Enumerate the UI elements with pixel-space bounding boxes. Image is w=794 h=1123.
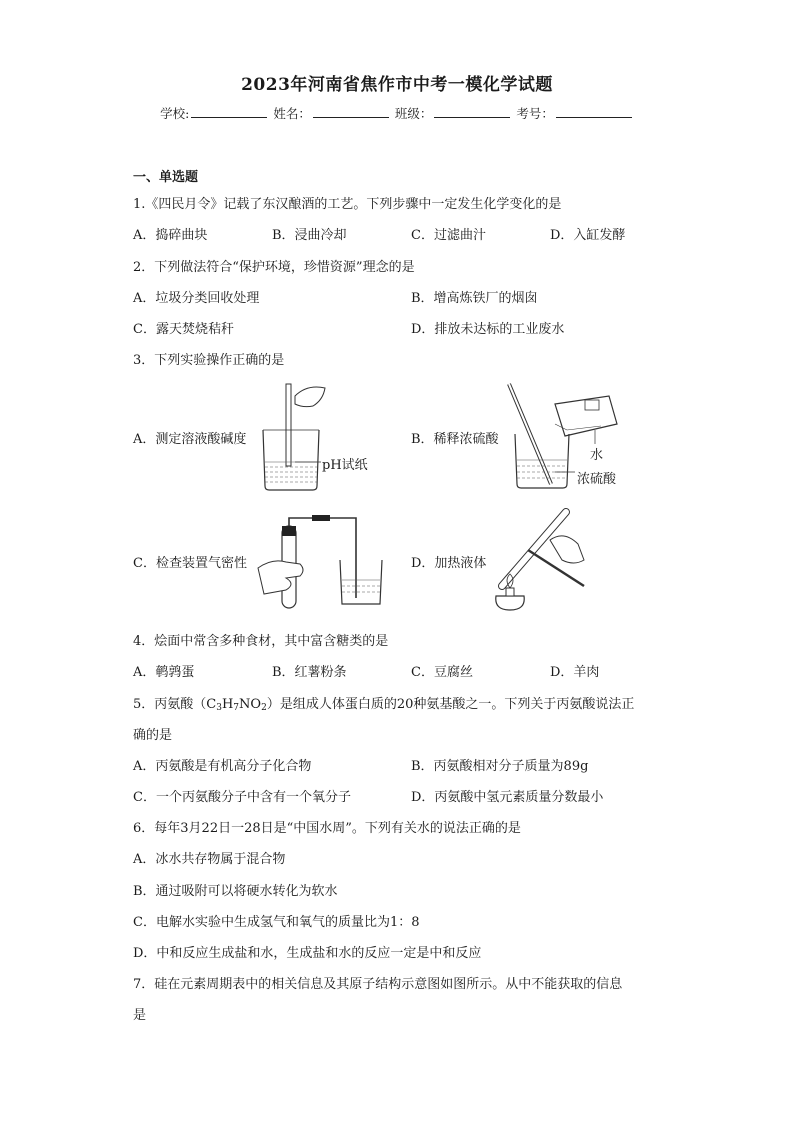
q7-stem: 7．硅在元素周期表中的相关信息及其原子结构示意图如图所示。从中不能获取的信息 xyxy=(133,977,623,992)
q1-option-b[interactable]: B．浸曲冷却 xyxy=(272,228,347,243)
page-title: 2023年河南省焦作市中考一模化学试题 xyxy=(241,75,553,95)
q4-option-d[interactable]: D．羊肉 xyxy=(550,665,600,680)
class-blank[interactable] xyxy=(434,105,510,118)
student-info-line xyxy=(0,104,794,122)
ph-test-figure xyxy=(255,378,375,498)
q3-option-d[interactable]: D．加热液体 xyxy=(411,556,487,571)
conc-acid-label: 浓硫酸 xyxy=(577,472,617,487)
q2-option-a[interactable]: A．垃圾分类回收处理 xyxy=(133,291,260,306)
q1-stem: 1.《四民月令》记载了东汉酿酒的工艺。下列步骤中一定发生化学变化的是 xyxy=(133,197,562,212)
q5-stem: 5．丙氨酸$(C_3H_7NO_2)$是组成人体蛋白质的20种氨基酸之一。下列关于丙氨酸说法正 xyxy=(133,697,635,713)
q4-stem: 4．烩面中常含多种食材，其中富含糖类的是 xyxy=(133,634,389,649)
school-label: 学校: xyxy=(160,106,190,121)
q1-option-d[interactable]: D．入缸发酵 xyxy=(550,228,626,243)
class-label: 班级： xyxy=(394,106,433,121)
q5-option-d[interactable]: D．丙氨酸中氢元素质量分数最小 xyxy=(411,790,604,805)
ph-paper-label: pH试纸 xyxy=(322,458,368,473)
q4-option-c[interactable]: C．豆腐丝 xyxy=(411,665,473,680)
q3-option-b[interactable]: B．稀释浓硫酸 xyxy=(411,432,499,447)
q7-stem-line2: 是 xyxy=(133,1008,147,1023)
q3-stem: 3．下列实验操作正确的是 xyxy=(133,353,285,368)
q2-stem: 2．下列做法符合“保护环境，珍惜资源”理念的是 xyxy=(133,260,415,275)
section-heading: 一、单选题 xyxy=(133,170,199,185)
q1-option-a[interactable]: A．捣碎曲块 xyxy=(133,228,208,243)
q2-option-c[interactable]: C．露天焚烧秸秆 xyxy=(133,322,234,337)
name-blank[interactable] xyxy=(313,105,389,118)
q2-option-b[interactable]: B．增高炼铁厂的烟囱 xyxy=(411,291,538,306)
airtight-check-figure xyxy=(256,512,386,612)
q6-option-c[interactable]: C．电解水实验中生成氢气和氧气的质量比为1：8 xyxy=(133,915,420,930)
q4-option-a[interactable]: A．鹌鹑蛋 xyxy=(133,665,195,680)
q1-option-c[interactable]: C．过滤曲汁 xyxy=(411,228,486,243)
q6-option-b[interactable]: B．通过吸附可以将硬水转化为软水 xyxy=(133,884,338,899)
q5-option-c[interactable]: C．一个丙氨酸分子中含有一个氧分子 xyxy=(133,790,351,805)
q5-option-b[interactable]: B．丙氨酸相对分子质量为89g xyxy=(411,759,589,774)
water-label: 水 xyxy=(590,448,604,463)
heating-liquid-figure xyxy=(488,500,598,615)
exam-no-label: 考号： xyxy=(516,106,554,121)
q5-option-a[interactable]: A．丙氨酸是有机高分子化合物 xyxy=(133,759,312,774)
name-label: 姓名： xyxy=(273,106,311,121)
q3-option-c[interactable]: C．检查装置气密性 xyxy=(133,556,247,571)
q4-option-b[interactable]: B．红薯粉条 xyxy=(272,665,347,680)
q6-stem: 6．每年3月22日一28日是“中国水周”。下列有关水的说法正确的是 xyxy=(133,821,521,836)
school-blank[interactable] xyxy=(191,105,267,118)
q6-option-d[interactable]: D．中和反应生成盐和水，生成盐和水的反应一定是中和反应 xyxy=(133,946,482,961)
q3-option-a[interactable]: A．测定溶液酸碱度 xyxy=(133,432,247,447)
q5-stem-line2: 确的是 xyxy=(133,728,173,743)
dilute-acid-figure xyxy=(505,380,645,500)
q6-option-a[interactable]: A．冰水共存物属于混合物 xyxy=(133,852,286,867)
exam-no-blank[interactable] xyxy=(556,105,632,118)
q2-option-d[interactable]: D．排放未达标的工业废水 xyxy=(411,322,565,337)
